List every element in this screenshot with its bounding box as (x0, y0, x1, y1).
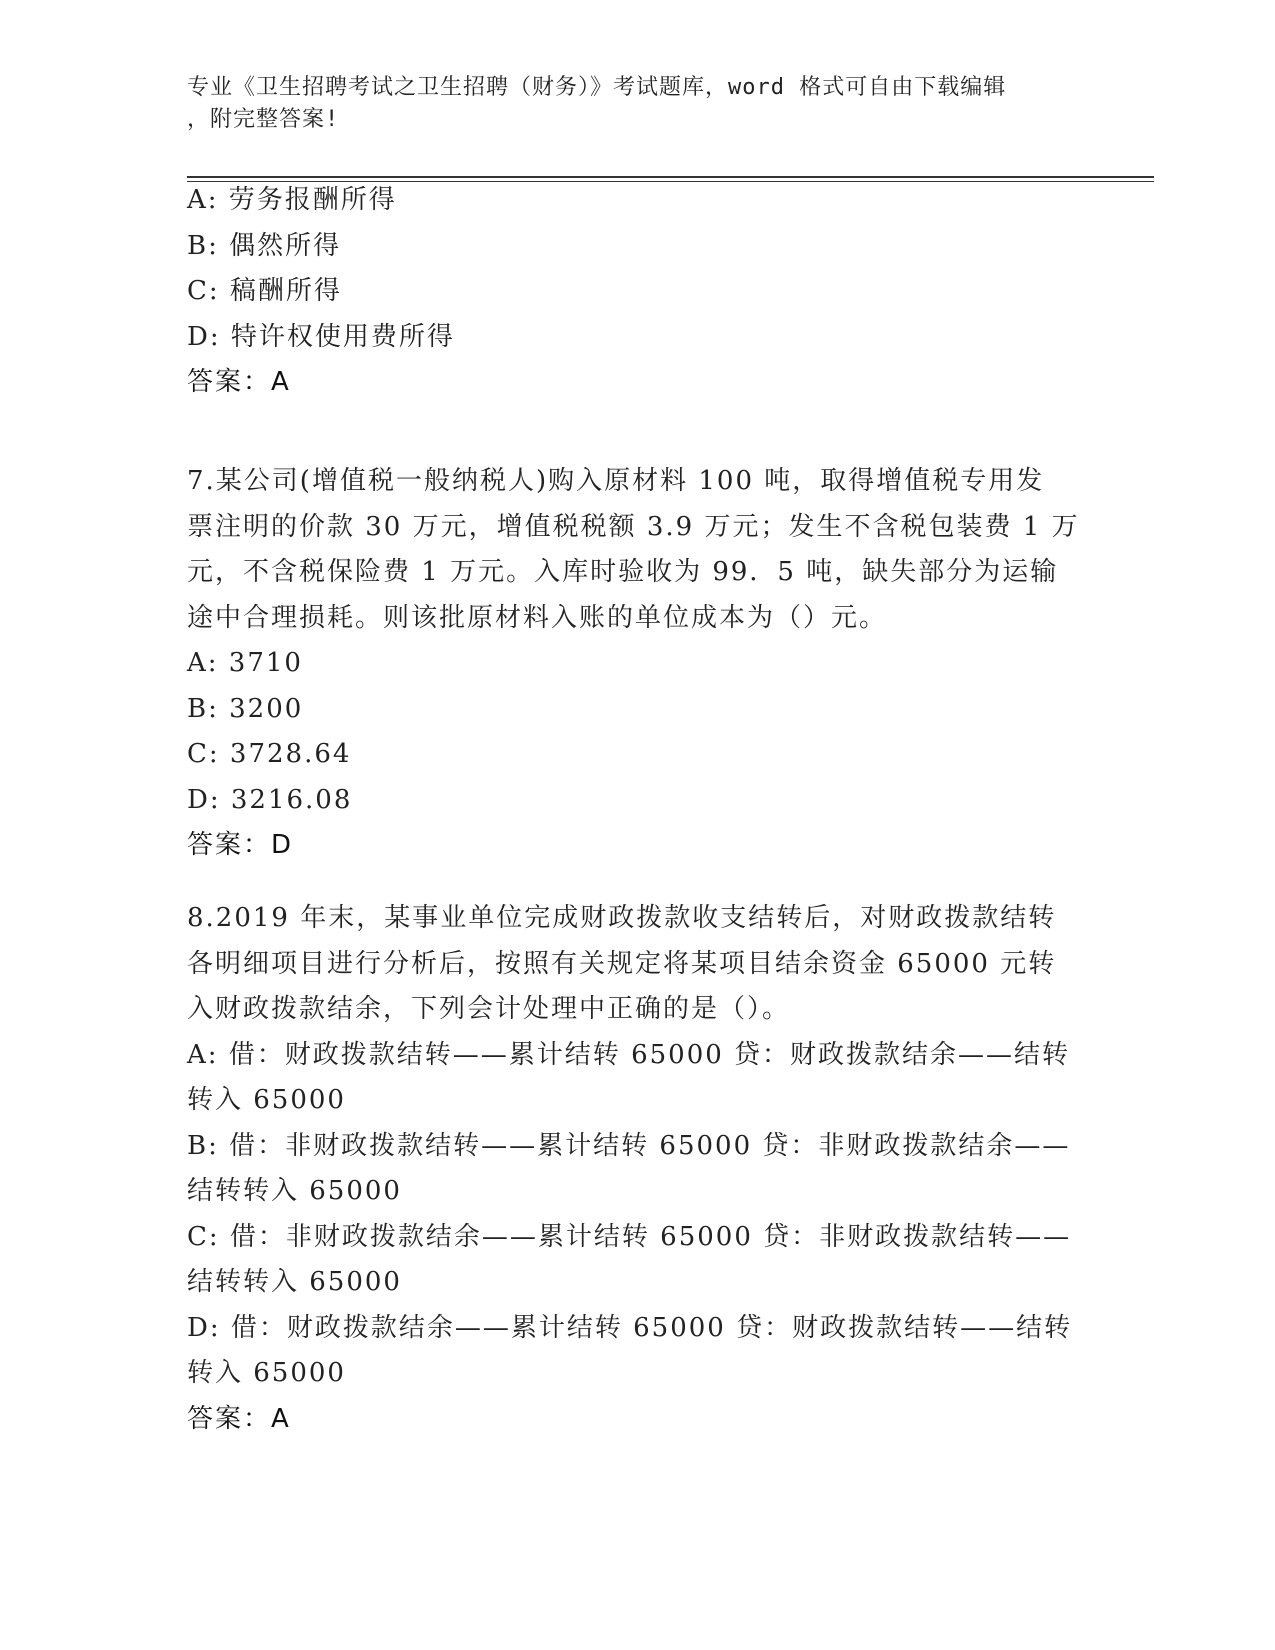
q8-answer: 答案：A (187, 1403, 291, 1434)
q8-stem-line-2: 各明细项目进行分析后，按照有关规定将某项目结余资金 65000 元转 (187, 948, 1057, 979)
q7-stem-line-3: 元，不含税保险费 1 万元。入库时验收为 99．5 吨，缺失部分为运输 (187, 557, 1059, 587)
q7-stem-line-4: 途中合理损耗。则该批原材料入账的单位成本为（）元。 (187, 602, 888, 633)
q7-answer: 答案：D (187, 830, 294, 860)
q7-stem-line-1: 7.某公司(增值税一般纳税人)购入原材料 100 吨，取得增值税专用发 (187, 466, 1045, 496)
q8-option-d-line-2: 转入 65000 (187, 1358, 346, 1388)
header-line-1: 专业《卫生招聘考试之卫生招聘（财务）》考试题库，word 格式可自由下载编辑 (187, 75, 1007, 100)
question-8-block (187, 896, 1087, 1442)
q7-stem-line-2: 票注明的价款 30 万元，增值税税额 3.9 万元；发生不含税包装费 1 万 (187, 511, 1080, 542)
q8-stem-line-3: 入财政拨款结余，下列会计处理中正确的是（）。 (187, 994, 791, 1024)
q6-option-c: C: 稿酬所得 (187, 276, 342, 306)
q7-option-d: D: 3216.08 (187, 784, 353, 815)
document-header (187, 72, 1067, 136)
q7-option-c: C: 3728.64 (187, 739, 352, 769)
question-7-block (187, 459, 1087, 869)
q8-option-a-line-1: A: 借：财政拨款结转——累计结转 65000 贷：财政拨款结余——结转 (187, 1039, 1071, 1070)
question-6-block (187, 178, 1087, 406)
q6-option-d: D: 特许权使用费所得 (187, 321, 455, 352)
q8-option-c-line-2: 结转转入 65000 (187, 1267, 402, 1297)
q8-option-a-line-2: 转入 65000 (187, 1085, 346, 1115)
q8-option-b-line-2: 结转转入 65000 (187, 1176, 402, 1206)
header-line-2: ，附完整答案! (187, 107, 340, 132)
q6-option-b: B: 偶然所得 (187, 230, 342, 261)
q8-option-c-line-1: C: 借：非财政拨款结余——累计结转 65000 贷：非财政拨款结转—— (187, 1221, 1072, 1252)
q7-option-a: A: 3710 (187, 648, 303, 678)
q6-option-a: A: 劳务报酬所得 (187, 185, 397, 215)
q7-option-b: B: 3200 (187, 693, 304, 724)
q8-option-b-line-1: B: 借：非财政拨款结转——累计结转 65000 贷：非财政拨款结余—— (187, 1130, 1071, 1161)
q8-stem-line-1: 8.2019 年末，某事业单位完成财政拨款收支结转后，对财政拨款结转 (187, 903, 1057, 933)
q6-answer: 答案：A (187, 367, 291, 397)
q8-option-d-line-1: D: 借：财政拨款结余——累计结转 65000 贷：财政拨款结转——结转 (187, 1312, 1073, 1343)
